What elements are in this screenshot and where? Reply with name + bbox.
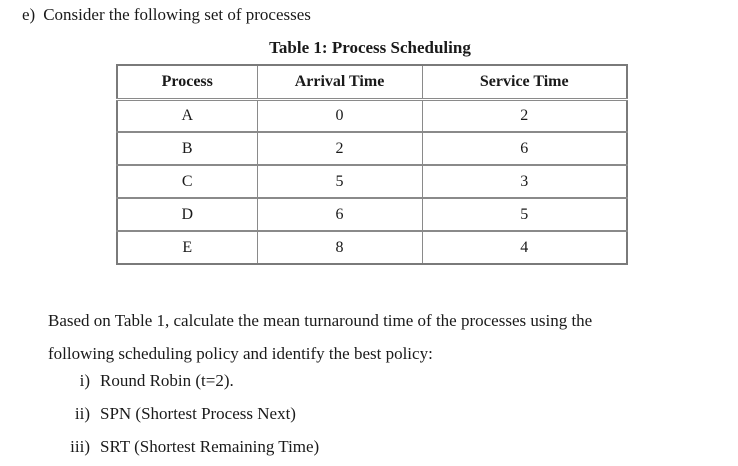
process-scheduling-table	[116, 64, 628, 265]
cell-service-time: 4	[422, 231, 627, 264]
table-row	[117, 198, 627, 231]
policy-text: SRT (Shortest Remaining Time)	[100, 437, 320, 456]
cell-service-time: 3	[422, 165, 627, 198]
cell-process: E	[117, 231, 257, 264]
table-row	[117, 132, 627, 165]
cell-arrival-time: 8	[257, 231, 422, 264]
question-heading	[22, 5, 311, 25]
cell-service-time: 6	[422, 132, 627, 165]
policy-item	[48, 400, 319, 433]
table-row	[117, 231, 627, 264]
cell-service-time: 2	[422, 99, 627, 132]
policy-numeral: iii)	[70, 437, 90, 456]
question-label: e)	[22, 5, 36, 24]
instruction-paragraph	[48, 304, 708, 370]
cell-arrival-time: 5	[257, 165, 422, 198]
table-header-row	[117, 65, 627, 99]
instruction-line-1: Based on Table 1, calculate the mean turnaround time of the processes using the	[48, 311, 593, 330]
table-row	[117, 165, 627, 198]
cell-process: A	[117, 99, 257, 132]
header-arrival-time: Arrival Time	[257, 65, 422, 99]
header-process: Process	[117, 65, 257, 99]
policy-item	[48, 367, 319, 400]
cell-process: D	[117, 198, 257, 231]
policy-text: SPN (Shortest Process Next)	[100, 404, 296, 423]
table-caption: Table 1: Process Scheduling	[269, 38, 471, 57]
cell-process: C	[117, 165, 257, 198]
cell-arrival-time: 0	[257, 99, 422, 132]
cell-arrival-time: 6	[257, 198, 422, 231]
cell-service-time: 5	[422, 198, 627, 231]
policy-text: Round Robin (t=2).	[100, 371, 234, 390]
policy-numeral: ii)	[74, 404, 90, 423]
policy-list	[48, 367, 319, 466]
policy-numeral: i)	[79, 371, 90, 390]
cell-process: B	[117, 132, 257, 165]
table-row	[117, 99, 627, 132]
instruction-line-2: following scheduling policy and identify the best policy:	[48, 344, 433, 363]
question-text: Consider the following set of processes	[43, 5, 311, 24]
header-service-time: Service Time	[422, 65, 627, 99]
policy-item	[48, 433, 319, 466]
cell-arrival-time: 2	[257, 132, 422, 165]
